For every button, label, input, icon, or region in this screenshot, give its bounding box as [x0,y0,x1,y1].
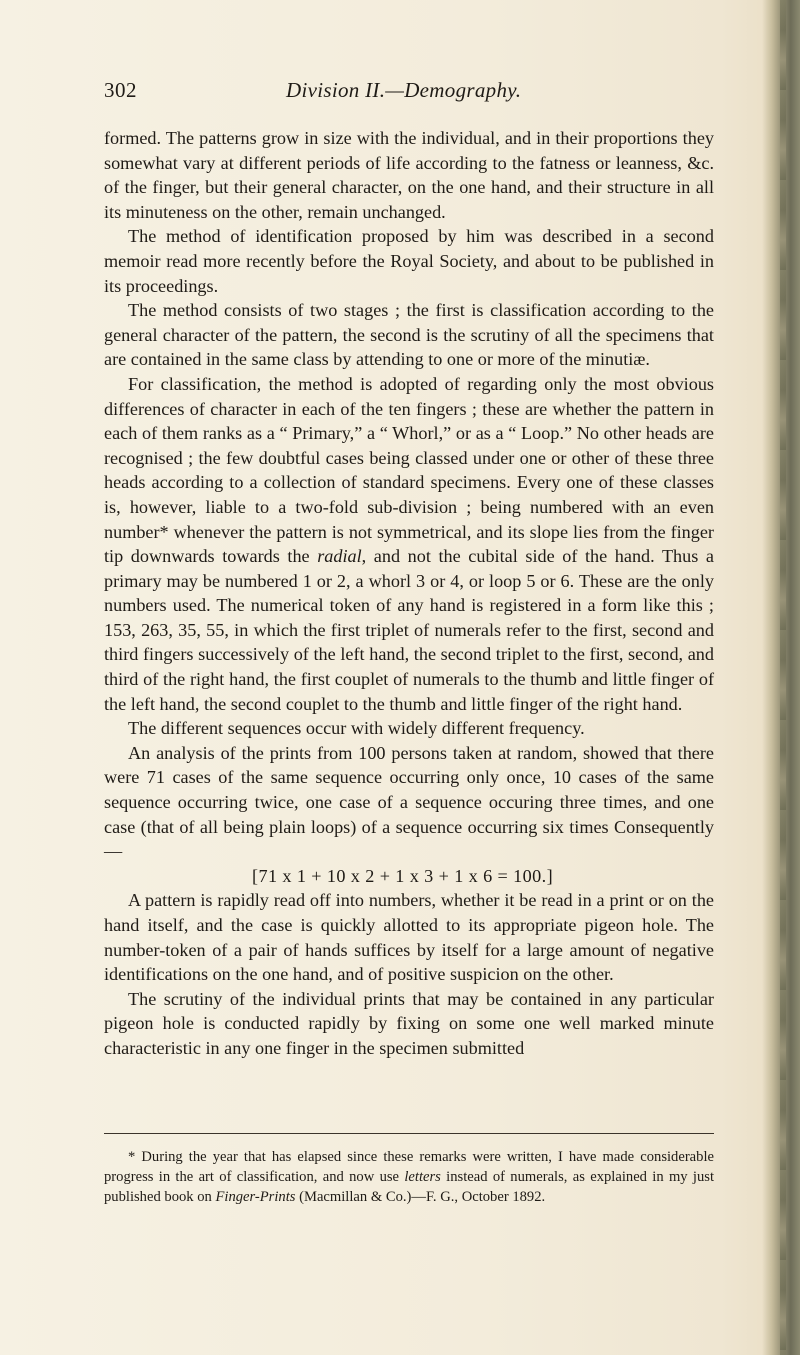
paragraph-1: formed. The patterns grow in size with the individual, and in their proportions they somewhat vary at different periods of life according to the fatness or leanness, &c. of the finger, but their general character, on the one hand, and their structure in all its minuteness on the other, remain unchanged. [104,128,714,222]
page-header [104,78,704,108]
equation: [71 x 1 + 10 x 2 + 1 x 3 + 1 x 6 = 100.] [252,865,554,886]
book-spine-edge [762,0,800,1355]
paragraph-6: An analysis of the prints from 100 persons taken at random, showed that there were 71 cases of the same sequence occurring only once, 10 cases of the same sequence occurring twice, one case of a sequence occuring three times, and one case (that of all being plain loops) of a sequence occurring six times Consequently— [104,742,714,862]
paragraph-5: The different sequences occur with widely different frequency. [128,718,585,739]
running-head: Division II.—Demography. [286,78,522,102]
footnote-italic-letters: letters [404,1169,441,1185]
paragraph-4 [104,372,714,716]
footnote-paragraph [104,1147,714,1207]
footnote-part-c: (Macmillan & Co.)—F. G., October 1892. [295,1189,546,1205]
paragraph-7: A pattern is rapidly read off into numbers, whether it be read in a print or on the hand itself, and the case is quickly allotted to its appropriate pigeon hole. The number-token of a pair of hands suffices by itself for a large amount of negative identifications on the one hand, and of positive suspicion on the other. [104,890,714,985]
paragraph-2: The method of identification proposed by him was described in a second memoir read more recently before the Royal Society, and about to be published in its proceedings. [104,226,714,296]
paragraph-4-part-a: For classification, the method is adopted of regarding only the most obvious differences of character in each of the ten fingers ; these are whether the pattern in each of them ranks as a “ Primary,” a “ Whorl,” or as a “ Loop.” No other heads are recognised ; the few doubtful cases being classed under one or other of these three heads according to a collection of standard specimens. Every one of these classes is, however, liable to a two-fold sub-division ; being numbered with an even number* whenever the pattern is not symmetrical, and its slope lies from the finger tip downwards towards the [104,373,714,567]
footnote [104,1147,714,1207]
footnote-part-b: instead of numerals, as explained in my just published book on [104,1169,715,1205]
footnote-part-a: * During the year that has elapsed since these remarks were written, I have made considerable progress in the art of classification, and now use [104,1149,714,1185]
footnote-divider [104,1133,714,1134]
paragraph-8: The scrutiny of the individual prints that may be contained in any particular pigeon hole is conducted rapidly by fixing on some one well marked minute characteristic in any one finger in the specimen submitted [104,988,714,1058]
radial-italic: radial [317,546,362,567]
body-text [104,126,714,1061]
footnote-italic-book-title: Finger-Prints [215,1189,296,1205]
paragraph-4-part-b: , and not the cubital side of the hand. Thus a primary may be numbered 1 or 2, a whorl 3 or 4, or loop 5 or 6. These are the only numbers used. The numerical token of any hand is registered in a form like this ; 153, 263, 35, 55, in which the first triplet of numerals refer to the first, second and third fingers successively of the left hand, the second triplet to the first, second, and third of the right hand, the first couplet of numerals to the thumb and little finger of the left hand, the second couplet to the thumb and little finger of the right hand. [104,546,714,714]
page-number: 302 [104,78,137,102]
paragraph-3: The method consists of two stages ; the first is classification according to the general character of the pattern, the second is the scrutiny of all the specimens that are contained in the same class by attending to one or more of the minutiæ. [104,300,714,370]
